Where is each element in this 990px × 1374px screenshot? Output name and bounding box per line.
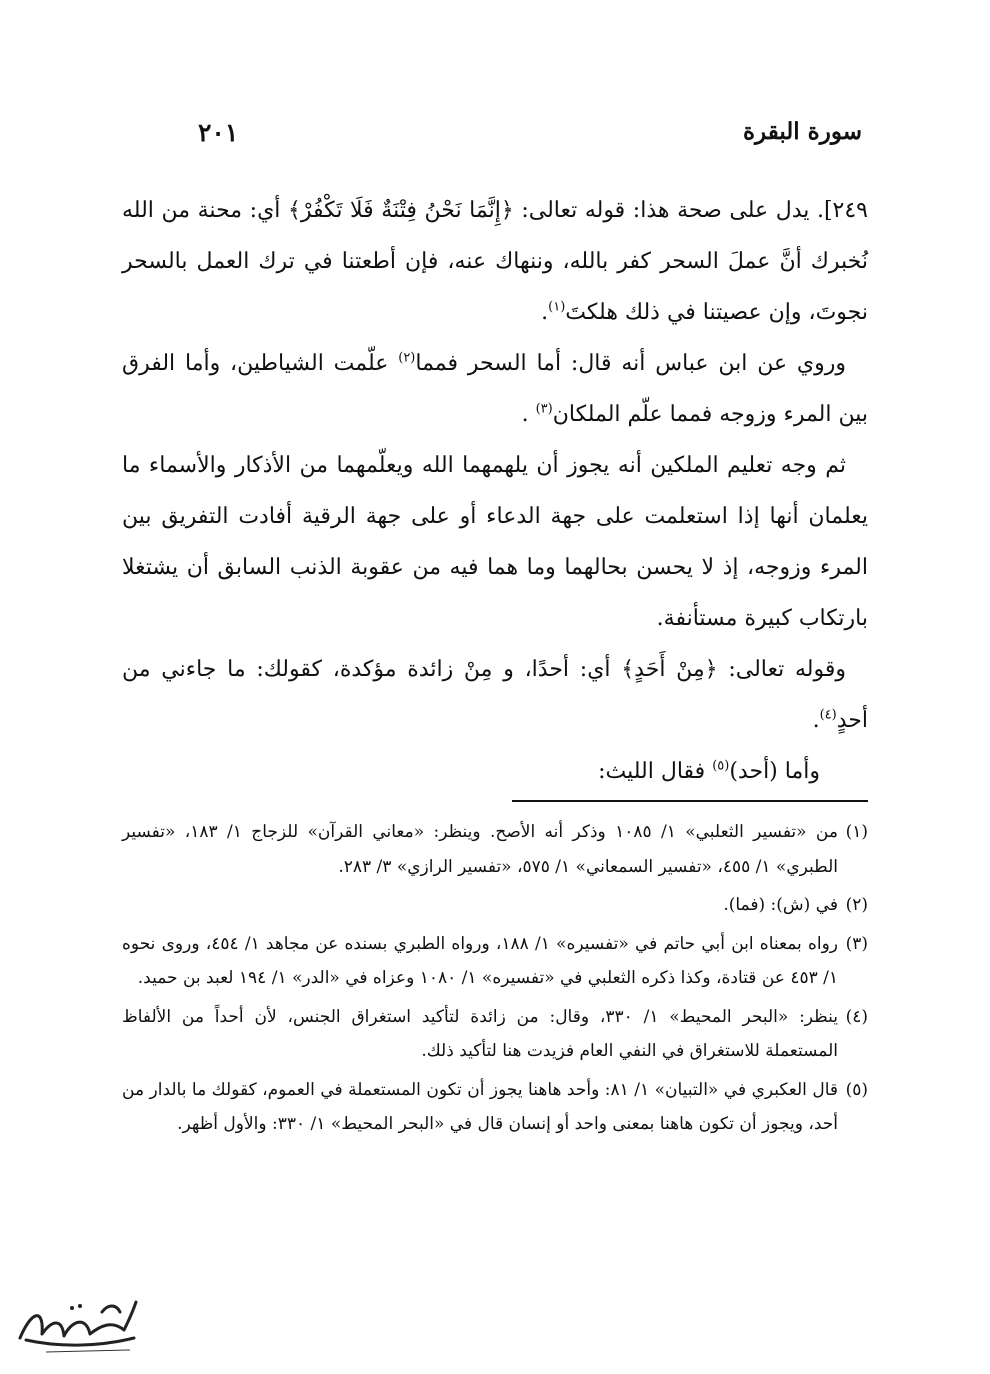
footnote-ref-5: (٥) xyxy=(712,758,730,774)
footnote-number: (١) xyxy=(845,822,868,842)
paragraph-5 xyxy=(122,746,868,797)
footnote-2 xyxy=(122,888,868,923)
paragraph-2-text-a: وروي عن ابن عباس أنه قال: أما السحر فمما xyxy=(415,351,847,376)
footnote-number: (٢) xyxy=(845,895,868,915)
paragraph-5-text-a: وأما (أحد) xyxy=(729,759,820,784)
footnote-text: ينظر: «البحر المحيط» ١/ ٣٣٠، وقال: من زائدة لتأكيد استغراق الجنس، لأن أحداً من الألفاظ المستعملة للاستغراق في النفي العام فزيدت هنا لتأكيد ذلك. xyxy=(122,1006,838,1061)
paragraph-4 xyxy=(122,644,868,746)
paragraph-1-end: . xyxy=(541,300,549,325)
footnotes xyxy=(122,815,868,1146)
footnote-1 xyxy=(122,815,868,884)
paragraph-1 xyxy=(122,185,868,338)
quran-verse-2: ﴿مِنْ أَحَدٍ﴾ xyxy=(621,657,718,682)
footnote-ref-1: (١) xyxy=(548,299,566,315)
page-number: ٢٠١ xyxy=(198,118,239,147)
paragraph-4-end: . xyxy=(812,708,820,733)
quran-verse: ﴿إِنَّمَا نَحْنُ فِتْنَةٌ فَلَا تَكْفُرْ﴾ xyxy=(288,198,514,223)
paragraph-2-end: . xyxy=(521,402,536,427)
surah-title: سورة البقرة xyxy=(742,118,862,145)
main-text xyxy=(122,185,868,797)
footnote-4 xyxy=(122,1000,868,1069)
footnote-text: في (ش): (فما). xyxy=(723,895,838,915)
paragraph-2-text-b: علّمت الشياطين، وأما الفرق بين المرء وزوجه فمما علّم الملكان xyxy=(122,351,868,427)
paragraph-5-text-b: فقال الليث: xyxy=(598,759,713,784)
almeshkat-calligraphy-logo-icon xyxy=(12,1290,142,1360)
footnote-ref-3: (٣) xyxy=(535,401,553,417)
footnote-ref-2: (٢) xyxy=(398,350,416,366)
paragraph-1-text-a: ٢٤٩]. يدل على صحة هذا: قوله تعالى: xyxy=(513,198,868,223)
footnote-text: قال العكبري في «التبيان» ١/ ٨١: وأحد هاهنا يجوز أن تكون المستعملة في العموم، كقولك ما بالدار من أحد، ويجوز أن تكون هاهنا بمعنى واحد أو إنسان قال في «البحر المحيط» ١/ ٣٣٠: والأول أظهر. xyxy=(122,1079,838,1134)
footnote-separator xyxy=(512,800,868,802)
footnote-3 xyxy=(122,927,868,996)
paragraph-4-text-a: وقوله تعالى: xyxy=(717,657,846,682)
page-header xyxy=(130,118,862,158)
footnote-number: (٣) xyxy=(845,933,868,954)
footnote-text: رواه بمعناه ابن أبي حاتم في «تفسيره» ١/ ١٨٨، ورواه الطبري بسنده عن مجاهد ١/ ٤٥٤، وروى نحوه ١/ ٤٥٣ عن قتادة، وكذا ذكره الثعلبي في «تفسيره» ١/ ١٠٨٠ وعزاه في «الدر» ١/ ١٩٤ لعبد بن حميد. xyxy=(122,933,839,988)
footnote-number: (٥) xyxy=(845,1079,868,1100)
paragraph-2 xyxy=(122,338,868,440)
footnote-number: (٤) xyxy=(845,1006,868,1027)
paragraph-3: ثم وجه تعليم الملكين أنه يجوز أن يلهمهما الله ويعلّمهما من الأذكار والأسماء ما يعلمان أنها إذا استعلمت على جهة الدعاء أو على جهة الرقية أفادت التفريق بين المرء وزوجه، إذ لا يحسن بحالهما وما هما فيه من عقوبة الذنب السابق أن يشتغلا بارتكاب كبيرة مستأنفة. xyxy=(122,453,868,631)
paragraph-4-text-b: أي: أحدًا، و مِنْ زائدة مؤكدة، كقولك: ما جاءني من أحدٍ xyxy=(122,657,868,733)
logo-calligraphy-icon xyxy=(12,1290,142,1360)
footnote-5 xyxy=(122,1073,868,1142)
footnote-text: من «تفسير الثعلبي» ١/ ١٠٨٥ وذكر أنه الأصح. وينظر: «معاني القرآن» للزجاج ١/ ١٨٣، «تفسير الطبري» ١/ ٤٥٥، «تفسير السمعاني» ١/ ٥٧٥، «تفسير الرازي» ٣/ ٢٨٣. xyxy=(122,822,838,877)
paragraph-1-text-b: أي: محنة من الله نُخبرك أنَّ عملَ السحر كفر بالله، وننهاك عنه، فإن أطعتنا في ترك العمل بالسحر نجوتَ، وإن عصيتنا في ذلك هلكتَ xyxy=(122,198,868,325)
footnote-ref-4: (٤) xyxy=(819,707,837,723)
